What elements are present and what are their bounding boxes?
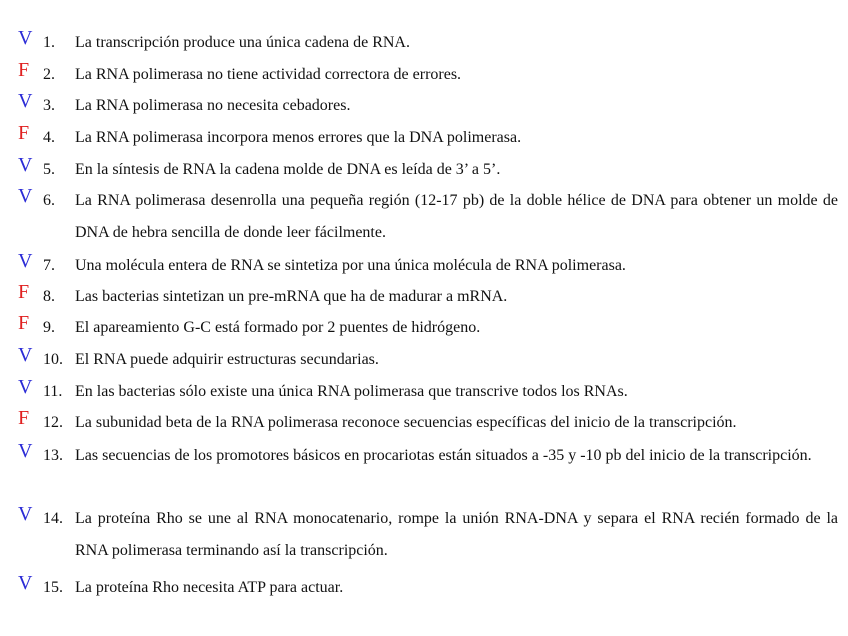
- true-mark: V: [18, 185, 33, 207]
- false-mark: F: [18, 312, 30, 334]
- item-text: En la síntesis de RNA la cadena molde de DNA es leída de 3’ a 5’.: [75, 161, 501, 178]
- true-mark: V: [18, 154, 33, 176]
- item-text: El apareamiento G-C está formado por 2 puentes de hidrógeno.: [75, 319, 481, 336]
- item-number: 6.: [43, 192, 55, 209]
- item-text: Las secuencias de los promotores básicos en procariotas están situados a -35 y -10 pb del inicio de la transcripción.: [75, 447, 812, 464]
- item-number: 5.: [43, 161, 55, 178]
- item-number: 9.: [43, 319, 55, 336]
- item-text: La RNA polimerasa desenrolla una pequeña región (12-17 pb) de la doble hélice de DNA para obtener un molde de DNA de hebra sencilla de donde leer fácilmente.: [75, 192, 838, 241]
- false-mark: F: [18, 281, 30, 303]
- true-mark: V: [18, 376, 33, 398]
- item-number: 1.: [43, 34, 55, 51]
- item-text: La proteína Rho se une al RNA monocatenario, rompe la unión RNA-DNA y separa el RNA recién formado de la RNA polimerasa terminando así la transcripción.: [75, 510, 838, 559]
- item-number: 13.: [43, 447, 63, 464]
- item-number: 8.: [43, 288, 55, 305]
- false-mark: F: [18, 59, 30, 81]
- item-number: 12.: [43, 414, 63, 431]
- item-number: 7.: [43, 257, 55, 274]
- item-number: 3.: [43, 97, 55, 114]
- item-text: Las bacterias sintetizan un pre-mRNA que ha de madurar a mRNA.: [75, 288, 508, 305]
- false-mark: F: [18, 122, 30, 144]
- item-text: La RNA polimerasa incorpora menos errores que la DNA polimerasa.: [75, 129, 522, 146]
- item-number: 15.: [43, 579, 63, 596]
- item-number: 2.: [43, 66, 55, 83]
- item-number: 4.: [43, 129, 55, 146]
- true-mark: V: [18, 250, 33, 272]
- item-number: 14.: [43, 510, 63, 527]
- item-text: La subunidad beta de la RNA polimerasa reconoce secuencias específicas del inicio de la transcripción.: [75, 414, 737, 431]
- true-mark: V: [18, 572, 33, 594]
- item-text: Una molécula entera de RNA se sintetiza por una única molécula de RNA polimerasa.: [75, 257, 626, 274]
- item-text: El RNA puede adquirir estructuras secundarias.: [75, 351, 379, 368]
- item-text: La RNA polimerasa no necesita cebadores.: [75, 97, 351, 114]
- item-number: 11.: [43, 383, 63, 400]
- item-text: La transcripción produce una única cadena de RNA.: [75, 34, 410, 51]
- item-text: En las bacterias sólo existe una única RNA polimerasa que transcrive todos los RNAs.: [75, 383, 628, 400]
- item-text: La proteína Rho necesita ATP para actuar.: [75, 579, 344, 596]
- true-mark: V: [18, 27, 33, 49]
- true-mark: V: [18, 344, 33, 366]
- false-mark: F: [18, 407, 30, 429]
- true-mark: V: [18, 90, 33, 112]
- true-mark: V: [18, 440, 33, 462]
- item-text: La RNA polimerasa no tiene actividad correctora de errores.: [75, 66, 462, 83]
- true-mark: V: [18, 503, 33, 525]
- item-number: 10.: [43, 351, 63, 368]
